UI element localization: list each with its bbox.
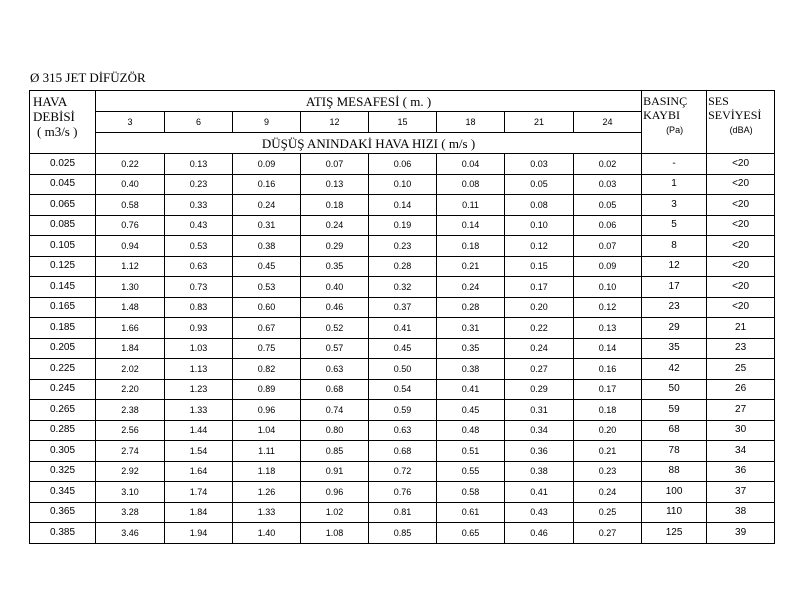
velocity-cell: 0.38 bbox=[437, 359, 505, 380]
air-flow-cell: 0.065 bbox=[30, 195, 96, 216]
velocity-cell: 0.40 bbox=[96, 174, 165, 195]
pressure-loss-cell: 3 bbox=[642, 195, 707, 216]
velocity-cell: 0.12 bbox=[574, 297, 642, 318]
velocity-cell: 3.28 bbox=[96, 502, 165, 523]
velocity-cell: 0.60 bbox=[233, 297, 301, 318]
velocity-cell: 0.07 bbox=[301, 154, 369, 175]
sound-level-cell: 36 bbox=[707, 461, 775, 482]
velocity-cell: 0.63 bbox=[369, 420, 437, 441]
velocity-cell: 0.17 bbox=[574, 379, 642, 400]
air-flow-cell: 0.025 bbox=[30, 154, 96, 175]
velocity-cell: 0.16 bbox=[574, 359, 642, 380]
velocity-cell: 0.43 bbox=[505, 502, 574, 523]
sound-level-cell: 21 bbox=[707, 318, 775, 339]
pressure-loss-cell: 12 bbox=[642, 256, 707, 277]
velocity-cell: 0.65 bbox=[437, 523, 505, 544]
table-row bbox=[30, 461, 775, 482]
air-flow-cell: 0.205 bbox=[30, 338, 96, 359]
velocity-cell: 1.23 bbox=[165, 379, 233, 400]
velocity-cell: 3.10 bbox=[96, 482, 165, 503]
pressure-loss-cell: 42 bbox=[642, 359, 707, 380]
sound-level-cell: <20 bbox=[707, 236, 775, 257]
velocity-cell: 0.18 bbox=[574, 400, 642, 421]
velocity-cell: 0.43 bbox=[165, 215, 233, 236]
velocity-cell: 0.72 bbox=[369, 461, 437, 482]
pressure-loss-cell: 100 bbox=[642, 482, 707, 503]
velocity-cell: 0.94 bbox=[96, 236, 165, 257]
pressure-loss-cell: 23 bbox=[642, 297, 707, 318]
velocity-cell: 0.46 bbox=[301, 297, 369, 318]
air-flow-cell: 0.245 bbox=[30, 379, 96, 400]
velocity-cell: 0.63 bbox=[301, 359, 369, 380]
velocity-cell: 1.03 bbox=[165, 338, 233, 359]
sound-level-cell: 34 bbox=[707, 441, 775, 462]
velocity-cell: 0.35 bbox=[301, 256, 369, 277]
pressure-loss-cell: - bbox=[642, 154, 707, 175]
sound-level-cell: <20 bbox=[707, 256, 775, 277]
velocity-cell: 0.89 bbox=[233, 379, 301, 400]
distance-header: 15 bbox=[369, 112, 437, 133]
sound-level-cell: <20 bbox=[707, 277, 775, 298]
pressure-loss-cell: 125 bbox=[642, 523, 707, 544]
jet-diffuser-table bbox=[29, 90, 775, 544]
velocity-cell: 0.14 bbox=[437, 215, 505, 236]
velocity-cell: 0.35 bbox=[437, 338, 505, 359]
velocity-cell: 1.64 bbox=[165, 461, 233, 482]
velocity-cell: 1.04 bbox=[233, 420, 301, 441]
velocity-cell: 0.22 bbox=[505, 318, 574, 339]
velocity-cell: 0.96 bbox=[301, 482, 369, 503]
pressure-loss-cell: 50 bbox=[642, 379, 707, 400]
velocity-cell: 0.14 bbox=[369, 195, 437, 216]
velocity-cell: 0.10 bbox=[369, 174, 437, 195]
velocity-cell: 0.05 bbox=[574, 195, 642, 216]
air-flow-header-line1: HAVA bbox=[33, 94, 68, 109]
velocity-cell: 0.67 bbox=[233, 318, 301, 339]
table-row bbox=[30, 379, 775, 400]
pressure-loss-cell: 8 bbox=[642, 236, 707, 257]
velocity-cell: 0.51 bbox=[437, 441, 505, 462]
air-flow-cell: 0.165 bbox=[30, 297, 96, 318]
pressure-loss-unit: (Pa) bbox=[666, 125, 684, 135]
sound-level-cell: <20 bbox=[707, 215, 775, 236]
sound-level-unit: (dBA) bbox=[729, 125, 753, 135]
velocity-cell: 1.84 bbox=[96, 338, 165, 359]
velocity-cell: 0.83 bbox=[165, 297, 233, 318]
velocity-cell: 0.21 bbox=[574, 441, 642, 462]
table-row bbox=[30, 318, 775, 339]
distance-header: 9 bbox=[233, 112, 301, 133]
distance-header: 18 bbox=[437, 112, 505, 133]
velocity-cell: 1.30 bbox=[96, 277, 165, 298]
velocity-cell: 0.27 bbox=[505, 359, 574, 380]
sound-level-header-line1: SES bbox=[708, 94, 729, 108]
sound-level-cell: 27 bbox=[707, 400, 775, 421]
pressure-loss-cell: 29 bbox=[642, 318, 707, 339]
table-row bbox=[30, 174, 775, 195]
velocity-cell: 0.61 bbox=[437, 502, 505, 523]
sound-level-cell: <20 bbox=[707, 297, 775, 318]
velocity-cell: 0.93 bbox=[165, 318, 233, 339]
throw-distance-header: ATIŞ MESAFESİ ( m. ) bbox=[96, 91, 642, 112]
sound-level-header bbox=[707, 91, 775, 154]
table-row bbox=[30, 154, 775, 175]
velocity-cell: 0.23 bbox=[574, 461, 642, 482]
velocity-cell: 0.53 bbox=[233, 277, 301, 298]
pressure-loss-header-line2: KAYBI bbox=[643, 108, 680, 122]
velocity-cell: 0.57 bbox=[301, 338, 369, 359]
velocity-cell: 2.56 bbox=[96, 420, 165, 441]
air-flow-header bbox=[30, 91, 96, 154]
velocity-cell: 1.94 bbox=[165, 523, 233, 544]
velocity-cell: 0.21 bbox=[437, 256, 505, 277]
velocity-cell: 0.53 bbox=[165, 236, 233, 257]
sound-level-cell: <20 bbox=[707, 174, 775, 195]
velocity-cell: 0.58 bbox=[96, 195, 165, 216]
velocity-cell: 3.46 bbox=[96, 523, 165, 544]
air-flow-cell: 0.365 bbox=[30, 502, 96, 523]
velocity-cell: 1.11 bbox=[233, 441, 301, 462]
sound-level-cell: <20 bbox=[707, 195, 775, 216]
air-flow-cell: 0.125 bbox=[30, 256, 96, 277]
air-flow-cell: 0.185 bbox=[30, 318, 96, 339]
velocity-cell: 0.13 bbox=[165, 154, 233, 175]
velocity-cell: 0.24 bbox=[437, 277, 505, 298]
table-row bbox=[30, 277, 775, 298]
velocity-cell: 0.14 bbox=[574, 338, 642, 359]
table-row bbox=[30, 502, 775, 523]
velocity-cell: 1.66 bbox=[96, 318, 165, 339]
velocity-cell: 0.04 bbox=[437, 154, 505, 175]
pressure-loss-cell: 88 bbox=[642, 461, 707, 482]
velocity-cell: 0.11 bbox=[437, 195, 505, 216]
sound-level-cell: <20 bbox=[707, 154, 775, 175]
velocity-cell: 0.06 bbox=[369, 154, 437, 175]
pressure-loss-cell: 59 bbox=[642, 400, 707, 421]
table-row bbox=[30, 482, 775, 503]
velocity-cell: 0.68 bbox=[301, 379, 369, 400]
velocity-cell: 0.19 bbox=[369, 215, 437, 236]
velocity-cell: 0.03 bbox=[574, 174, 642, 195]
pressure-loss-cell: 1 bbox=[642, 174, 707, 195]
velocity-cell: 0.40 bbox=[301, 277, 369, 298]
velocity-cell: 2.20 bbox=[96, 379, 165, 400]
velocity-cell: 1.26 bbox=[233, 482, 301, 503]
velocity-cell: 0.50 bbox=[369, 359, 437, 380]
air-flow-cell: 0.325 bbox=[30, 461, 96, 482]
velocity-cell: 0.76 bbox=[96, 215, 165, 236]
velocity-cell: 0.03 bbox=[505, 154, 574, 175]
velocity-cell: 0.75 bbox=[233, 338, 301, 359]
velocity-cell: 0.13 bbox=[301, 174, 369, 195]
terminal-velocity-header: DÜŞÜŞ ANINDAKİ HAVA HIZI ( m/s ) bbox=[96, 133, 642, 154]
pressure-loss-cell: 35 bbox=[642, 338, 707, 359]
velocity-cell: 0.28 bbox=[437, 297, 505, 318]
velocity-cell: 0.68 bbox=[369, 441, 437, 462]
table-row bbox=[30, 359, 775, 380]
velocity-cell: 0.06 bbox=[574, 215, 642, 236]
velocity-cell: 0.29 bbox=[505, 379, 574, 400]
velocity-cell: 0.91 bbox=[301, 461, 369, 482]
pressure-loss-header bbox=[642, 91, 707, 154]
velocity-cell: 0.08 bbox=[505, 195, 574, 216]
velocity-cell: 0.34 bbox=[505, 420, 574, 441]
velocity-cell: 0.41 bbox=[437, 379, 505, 400]
velocity-cell: 0.81 bbox=[369, 502, 437, 523]
pressure-loss-cell: 17 bbox=[642, 277, 707, 298]
velocity-cell: 0.27 bbox=[574, 523, 642, 544]
air-flow-cell: 0.225 bbox=[30, 359, 96, 380]
pressure-loss-cell: 110 bbox=[642, 502, 707, 523]
velocity-cell: 1.13 bbox=[165, 359, 233, 380]
velocity-cell: 0.33 bbox=[165, 195, 233, 216]
pressure-loss-cell: 68 bbox=[642, 420, 707, 441]
velocity-cell: 0.18 bbox=[437, 236, 505, 257]
velocity-cell: 1.02 bbox=[301, 502, 369, 523]
velocity-cell: 0.80 bbox=[301, 420, 369, 441]
sound-level-cell: 30 bbox=[707, 420, 775, 441]
table-row bbox=[30, 400, 775, 421]
velocity-cell: 1.08 bbox=[301, 523, 369, 544]
velocity-cell: 0.10 bbox=[574, 277, 642, 298]
table-row bbox=[30, 215, 775, 236]
velocity-cell: 0.24 bbox=[574, 482, 642, 503]
velocity-cell: 1.84 bbox=[165, 502, 233, 523]
distance-header: 21 bbox=[505, 112, 574, 133]
pressure-loss-cell: 5 bbox=[642, 215, 707, 236]
air-flow-cell: 0.105 bbox=[30, 236, 96, 257]
velocity-cell: 1.33 bbox=[165, 400, 233, 421]
distance-header: 12 bbox=[301, 112, 369, 133]
velocity-cell: 0.24 bbox=[505, 338, 574, 359]
velocity-cell: 0.37 bbox=[369, 297, 437, 318]
velocity-cell: 2.92 bbox=[96, 461, 165, 482]
velocity-cell: 1.40 bbox=[233, 523, 301, 544]
sound-level-cell: 26 bbox=[707, 379, 775, 400]
velocity-cell: 0.20 bbox=[505, 297, 574, 318]
velocity-cell: 0.45 bbox=[233, 256, 301, 277]
velocity-cell: 0.41 bbox=[369, 318, 437, 339]
velocity-cell: 0.96 bbox=[233, 400, 301, 421]
velocity-cell: 0.36 bbox=[505, 441, 574, 462]
velocity-cell: 0.23 bbox=[165, 174, 233, 195]
velocity-cell: 0.13 bbox=[574, 318, 642, 339]
air-flow-cell: 0.085 bbox=[30, 215, 96, 236]
distance-header: 6 bbox=[165, 112, 233, 133]
velocity-cell: 0.31 bbox=[437, 318, 505, 339]
velocity-cell: 2.74 bbox=[96, 441, 165, 462]
velocity-cell: 0.31 bbox=[233, 215, 301, 236]
document-title: Ø 315 JET DİFÜZÖR bbox=[30, 70, 146, 85]
velocity-cell: 0.09 bbox=[574, 256, 642, 277]
table-row bbox=[30, 523, 775, 544]
velocity-cell: 0.31 bbox=[505, 400, 574, 421]
velocity-cell: 1.48 bbox=[96, 297, 165, 318]
air-flow-cell: 0.145 bbox=[30, 277, 96, 298]
velocity-cell: 0.46 bbox=[505, 523, 574, 544]
velocity-cell: 0.58 bbox=[437, 482, 505, 503]
air-flow-cell: 0.385 bbox=[30, 523, 96, 544]
velocity-cell: 0.48 bbox=[437, 420, 505, 441]
table-row bbox=[30, 195, 775, 216]
velocity-cell: 0.25 bbox=[574, 502, 642, 523]
sound-level-cell: 39 bbox=[707, 523, 775, 544]
velocity-cell: 0.24 bbox=[233, 195, 301, 216]
air-flow-header-line2: DEBİSİ bbox=[33, 109, 75, 124]
velocity-cell: 0.12 bbox=[505, 236, 574, 257]
air-flow-cell: 0.265 bbox=[30, 400, 96, 421]
velocity-cell: 0.05 bbox=[505, 174, 574, 195]
air-flow-cell: 0.045 bbox=[30, 174, 96, 195]
air-flow-unit: ( m3/s ) bbox=[37, 124, 78, 139]
pressure-loss-cell: 78 bbox=[642, 441, 707, 462]
velocity-cell: 0.54 bbox=[369, 379, 437, 400]
velocity-cell: 0.85 bbox=[301, 441, 369, 462]
velocity-cell: 0.45 bbox=[437, 400, 505, 421]
air-flow-cell: 0.305 bbox=[30, 441, 96, 462]
velocity-cell: 0.52 bbox=[301, 318, 369, 339]
velocity-cell: 0.02 bbox=[574, 154, 642, 175]
sound-level-cell: 25 bbox=[707, 359, 775, 380]
velocity-cell: 0.82 bbox=[233, 359, 301, 380]
table-row bbox=[30, 256, 775, 277]
table-row bbox=[30, 441, 775, 462]
velocity-cell: 0.74 bbox=[301, 400, 369, 421]
velocity-cell: 0.55 bbox=[437, 461, 505, 482]
velocity-cell: 1.74 bbox=[165, 482, 233, 503]
velocity-cell: 0.22 bbox=[96, 154, 165, 175]
velocity-cell: 1.18 bbox=[233, 461, 301, 482]
velocity-cell: 0.24 bbox=[301, 215, 369, 236]
table-row bbox=[30, 420, 775, 441]
velocity-cell: 0.73 bbox=[165, 277, 233, 298]
velocity-cell: 0.32 bbox=[369, 277, 437, 298]
velocity-cell: 0.28 bbox=[369, 256, 437, 277]
velocity-cell: 0.29 bbox=[301, 236, 369, 257]
velocity-cell: 0.17 bbox=[505, 277, 574, 298]
velocity-cell: 0.76 bbox=[369, 482, 437, 503]
velocity-cell: 1.44 bbox=[165, 420, 233, 441]
velocity-cell: 0.45 bbox=[369, 338, 437, 359]
air-flow-cell: 0.285 bbox=[30, 420, 96, 441]
velocity-cell: 0.07 bbox=[574, 236, 642, 257]
sound-level-cell: 37 bbox=[707, 482, 775, 503]
velocity-cell: 0.85 bbox=[369, 523, 437, 544]
velocity-cell: 0.10 bbox=[505, 215, 574, 236]
velocity-cell: 1.12 bbox=[96, 256, 165, 277]
pressure-loss-header-line1: BASINÇ bbox=[643, 94, 688, 108]
velocity-cell: 2.02 bbox=[96, 359, 165, 380]
velocity-cell: 0.20 bbox=[574, 420, 642, 441]
air-flow-cell: 0.345 bbox=[30, 482, 96, 503]
velocity-cell: 0.18 bbox=[301, 195, 369, 216]
velocity-cell: 0.63 bbox=[165, 256, 233, 277]
table-row bbox=[30, 338, 775, 359]
distance-header: 3 bbox=[96, 112, 165, 133]
velocity-cell: 0.41 bbox=[505, 482, 574, 503]
velocity-cell: 0.23 bbox=[369, 236, 437, 257]
velocity-cell: 0.16 bbox=[233, 174, 301, 195]
velocity-cell: 0.09 bbox=[233, 154, 301, 175]
velocity-cell: 0.08 bbox=[437, 174, 505, 195]
sound-level-cell: 38 bbox=[707, 502, 775, 523]
velocity-cell: 1.33 bbox=[233, 502, 301, 523]
velocity-cell: 0.38 bbox=[505, 461, 574, 482]
table-row bbox=[30, 236, 775, 257]
velocity-cell: 0.59 bbox=[369, 400, 437, 421]
velocity-cell: 1.54 bbox=[165, 441, 233, 462]
distance-header: 24 bbox=[574, 112, 642, 133]
velocity-cell: 0.38 bbox=[233, 236, 301, 257]
sound-level-header-line2: SEVİYESİ bbox=[708, 108, 762, 122]
velocity-cell: 0.15 bbox=[505, 256, 574, 277]
velocity-cell: 2.38 bbox=[96, 400, 165, 421]
sound-level-cell: 23 bbox=[707, 338, 775, 359]
table-row bbox=[30, 297, 775, 318]
